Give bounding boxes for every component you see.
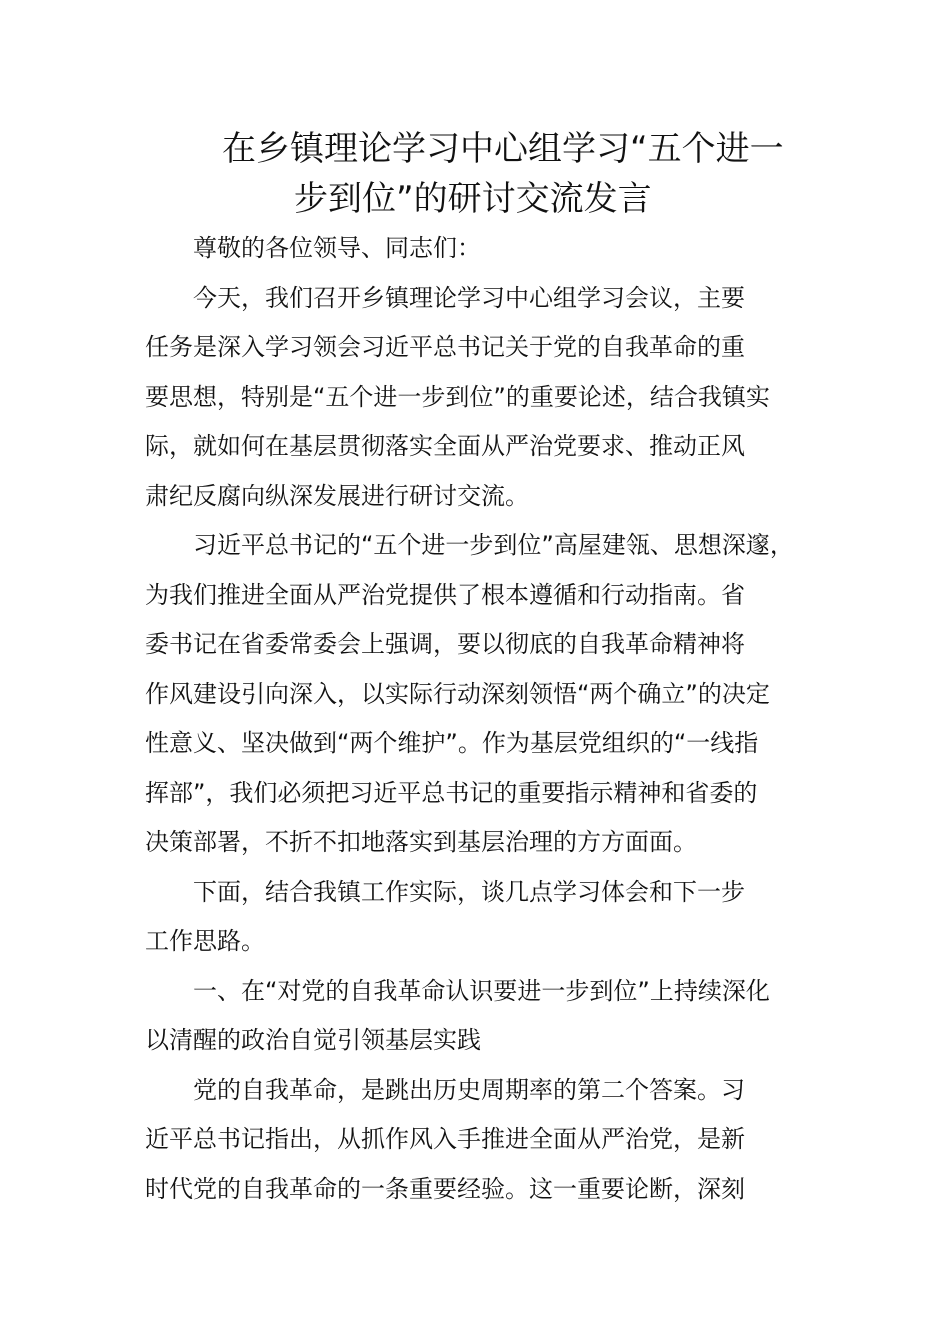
body-line: 作风建设引向深入，以实际行动深刻领悟“两个确立”的决定 xyxy=(145,679,770,708)
body-line: 任务是深入学习领会习近平总书记关于党的自我革命的重 xyxy=(145,333,745,361)
body-line: 党的自我革命，是跳出历史周期率的第二个答案。习 xyxy=(193,1075,745,1104)
document-body xyxy=(145,224,809,1214)
body-line: 决策部署，不折不扣地落实到基层治理的方方面面。 xyxy=(145,828,697,856)
document-title xyxy=(0,124,950,224)
body-line: 一、在“对党的自我革命认识要进一步到位”上持续深化 xyxy=(193,976,770,1005)
title-line-2: 步到位”的研讨交流发言 xyxy=(294,179,652,219)
body-line: 习近平总书记的“五个进一步到位”高屋建瓴、思想深邃， xyxy=(193,531,794,559)
body-line: 委书记在省委常委会上强调，要以彻底的自我革命精神将 xyxy=(145,630,745,658)
body-line: 为我们推进全面从严治党提供了根本遵循和行动指南。省 xyxy=(145,580,745,609)
title-line-1: 在乡镇理论学习中心组学习“五个进一 xyxy=(222,129,784,169)
body-line: 近平总书记指出，从抓作风入手推进全面从严治党，是新 xyxy=(145,1125,745,1153)
body-line: 肃纪反腐向纵深发展进行研讨交流。 xyxy=(145,481,529,510)
body-line: 性意义、坚决做到“两个维护”。作为基层党组织的“一线指 xyxy=(145,729,759,757)
body-line: 工作思路。 xyxy=(145,927,265,955)
body-line: 今天，我们召开乡镇理论学习中心组学习会议，主要 xyxy=(193,283,745,312)
body-line: 时代党的自我革命的一条重要经验。这一重要论断，深刻 xyxy=(145,1174,745,1203)
body-line: 际，就如何在基层贯彻落实全面从严治党要求、推动正风 xyxy=(145,432,745,460)
body-line: 下面，结合我镇工作实际，谈几点学习体会和下一步 xyxy=(193,877,745,906)
body-line: 尊敬的各位领导、同志们： xyxy=(193,234,481,262)
body-line: 挥部”，我们必须把习近平总书记的重要指示精神和省委的 xyxy=(145,778,758,807)
body-line: 以清醒的政治自觉引领基层实践 xyxy=(145,1026,481,1054)
body-line: 要思想，特别是“五个进一步到位”的重要论述，结合我镇实 xyxy=(145,382,770,411)
